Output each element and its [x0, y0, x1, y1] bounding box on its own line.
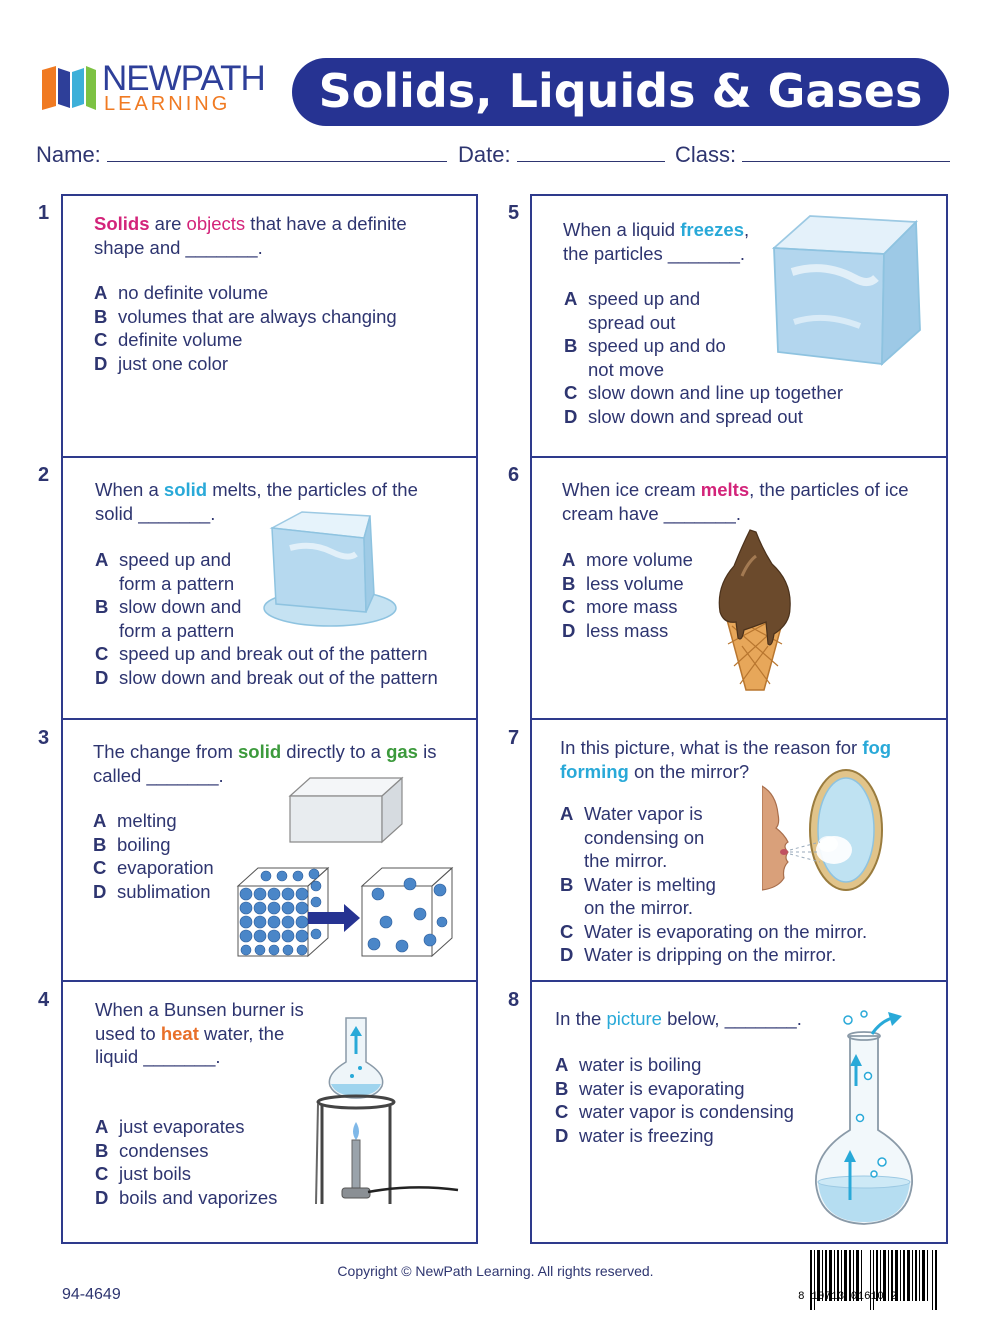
option-b[interactable]: B less volume — [562, 572, 684, 594]
question-number: 1 — [38, 202, 50, 224]
title-banner — [292, 58, 949, 126]
option-b[interactable]: B slow down and form a pattern — [95, 596, 242, 641]
option-a[interactable]: A speed up and form a pattern — [95, 549, 235, 594]
ice-cream-cone-icon — [712, 526, 798, 694]
book-logo-icon — [40, 64, 98, 112]
options-list — [93, 809, 293, 903]
option-d[interactable]: D sublimation — [93, 880, 211, 902]
question-number: 4 — [38, 989, 50, 1011]
barcode-number: 8 10713 01610 2 — [798, 1291, 898, 1303]
option-b[interactable]: B boiling — [93, 833, 171, 855]
option-c[interactable]: C more mass — [562, 596, 678, 617]
option-a[interactable]: A speed up and spread out — [564, 288, 701, 333]
option-a[interactable]: A melting — [93, 810, 177, 831]
option-c[interactable]: C evaporation — [93, 857, 214, 878]
name-label: Name: — [36, 142, 101, 167]
option-c[interactable]: C just boils — [95, 1163, 191, 1184]
option-d[interactable]: D just one color — [94, 352, 229, 374]
option-c[interactable]: C definite volume — [94, 329, 243, 350]
option-d[interactable]: D slow down and break out of the pattern — [95, 666, 438, 688]
options-list — [564, 287, 924, 428]
question-text: In the picture below, _______. — [555, 1008, 802, 1029]
question-text: Solids are objects that have a definite shape and _______. — [94, 213, 407, 258]
product-code: 94-4649 — [62, 1286, 121, 1303]
question-number: 8 — [508, 989, 520, 1011]
solid-block-icon — [288, 776, 404, 846]
logo-line1: NEWPATH — [102, 59, 265, 98]
option-c[interactable]: C speed up and break out of the pattern — [95, 643, 428, 664]
option-d[interactable]: D slow down and spread out — [564, 405, 803, 427]
date-blank[interactable] — [517, 142, 665, 162]
question-number: 6 — [508, 464, 520, 486]
question-text: In this picture, what is the reason for fog forming on the mirror? — [560, 737, 892, 782]
logo-line2: LEARNING — [104, 93, 231, 115]
options-list — [562, 548, 722, 642]
page-title: Solids, Liquids & Gases — [318, 64, 923, 118]
newpath-logo — [40, 59, 280, 118]
options-list — [95, 548, 475, 689]
question-number: 2 — [38, 464, 50, 486]
option-b[interactable]: B speed up and do not move — [564, 335, 726, 380]
date-field-line — [458, 142, 665, 170]
option-c[interactable]: C Water is evaporating on the mirror. — [560, 920, 868, 942]
option-a[interactable]: A just evaporates — [95, 1116, 245, 1137]
option-a[interactable]: A more volume — [562, 549, 693, 570]
class-blank[interactable] — [742, 142, 950, 162]
option-b[interactable]: B Water is melting on the mirror. — [560, 873, 716, 918]
question-text: When a solid melts, the particles of the solid _______. — [95, 479, 418, 524]
option-a[interactable]: A Water vapor is condensing on the mirror. — [560, 803, 705, 871]
class-field-line — [675, 142, 950, 170]
boiling-flask-icon — [810, 1010, 918, 1230]
option-a[interactable]: A water is boiling — [555, 1054, 702, 1075]
options-list — [560, 802, 940, 967]
option-d[interactable]: D less mass — [562, 619, 669, 641]
option-c[interactable]: C slow down and line up together — [564, 382, 844, 403]
question-number: 5 — [508, 202, 520, 224]
name-blank[interactable] — [107, 142, 447, 162]
option-a[interactable]: A no definite volume — [94, 282, 269, 303]
option-b[interactable]: B volumes that are always changing — [94, 305, 397, 327]
question-text: When ice cream melts, the particles of ice cream have _______. — [562, 479, 909, 524]
name-field-line — [36, 142, 447, 170]
question-text: The change from solid directly to a gas is called _______. — [93, 741, 437, 786]
option-d[interactable]: D Water is dripping on the mirror. — [560, 944, 837, 965]
bunsen-burner-flask-icon — [312, 1004, 462, 1210]
class-label: Class: — [675, 142, 737, 167]
options-list — [94, 281, 454, 375]
date-label: Date: — [458, 142, 511, 167]
question-number: 7 — [508, 727, 520, 749]
option-b[interactable]: B water is evaporating — [555, 1077, 745, 1099]
options-list — [95, 1115, 315, 1209]
option-b[interactable]: B condenses — [95, 1139, 209, 1161]
option-d[interactable]: D water is freezing — [555, 1124, 714, 1146]
copyright-notice: Copyright © NewPath Learning. All rights reserved. — [337, 1263, 654, 1279]
options-list — [555, 1053, 815, 1147]
question-text: When a liquid freezes, the particles _______. — [563, 219, 750, 264]
option-d[interactable]: D boils and vaporizes — [95, 1186, 278, 1208]
question-number: 3 — [38, 727, 50, 749]
option-c[interactable]: C water vapor is condensing — [555, 1101, 794, 1122]
question-text: When a Bunsen burner is used to heat water, the liquid _______. — [95, 999, 304, 1067]
